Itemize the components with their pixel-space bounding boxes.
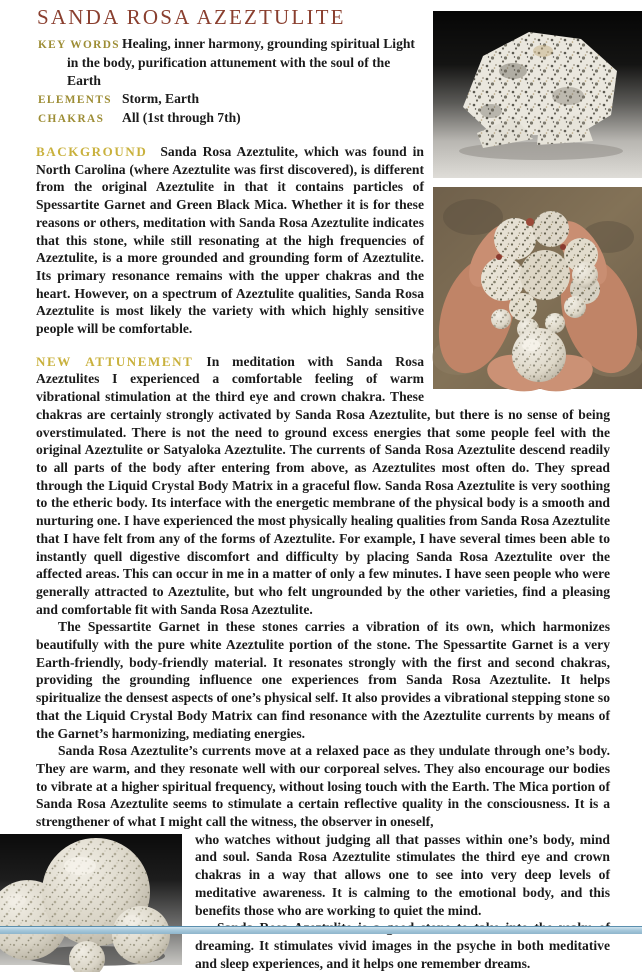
key-words-label: KEY WORDS (38, 39, 120, 52)
chakras-label: CHAKRAS (38, 113, 105, 126)
new-attunement-paragraph-4: dreaming. It stimulates vivid images in the psyche in both meditative and sleep experiences, and it helps one remember dreams. (195, 937, 610, 971)
book-page (0, 5, 642, 971)
rock-specimen-photo (433, 11, 642, 178)
bottom-block (0, 831, 610, 972)
spheres-photo (0, 834, 182, 965)
background-heading: BACKGROUND (36, 144, 148, 160)
elements-value: Storm, Earth (122, 91, 200, 107)
page-title: SANDA ROSA AZEZTULITE (37, 5, 346, 29)
photo-column (433, 11, 642, 389)
elements-label: ELEMENTS (38, 94, 112, 107)
new-attunement-heading: NEW ATTUNEMENT (36, 353, 194, 369)
new-attunement-text-1: In meditation with Sanda Rosa Azeztulites I experienced a comfortable feeling of warm vibrational stimulation at the third eye and crown chakra. These chakras are certainly strongly activated by Sanda Rosa Azeztulite, but there is no sense of being overstimulated. There is not the need to ground excess energies that some people feel with the original Azeztulite or Satyaloka Azeztulite. The currents of Sanda Rosa Azeztulite descend readily to all parts of the body after entering from above, as Azeztulites most often do. They spread through the Liquid Crystal Body Matrix in a graceful flow. Sanda Rosa Azeztulite is very soothing to the etheric body. Its interface with the energetic membrane of the physical body is a smooth and nurturing one. I have experienced the most physically healing qualities from Sanda Rosa Azeztulite that I have felt from any of the forms of Azeztulite. For example, I have several times been able to instantly quell digestive discomfort and difficulty by placing Sanda Rosa Azeztulite over the affected areas. This can occur in me in a matter of only a few minutes. I have seen people who were generally attracted to Azeztulite, but who felt ungrounded by the other varieties, find a pleasing and comfortable fit with Sanda Rosa Azeztulite. (36, 353, 610, 617)
new-attunement-paragraph-1 (36, 353, 610, 619)
key-words-value: Healing, inner harmony, grounding spiritual Light in the body, purification attunement with the soul of the Earth (67, 36, 415, 89)
background-text: Sanda Rosa Azeztulite, which was found in North Carolina (where Azeztulite was first discovered), is different from the original Azeztulite in that it contains particles of Spessartite Garnet and Green Black Mica. Whether it is for these reasons or others, meditation with Sanda Rosa Azeztulite indicates that this stone, while still resonating at the high frequencies of Azeztulite, is a more grounded and grounding form of Azeztulite. Its primary resonance remains with the upper chakras and the heart. However, on a spectrum of Azeztulite qualities, Sanda Rosa Azeztulite is most likely the variety with which highly sensitive people will be comfortable. (36, 144, 424, 337)
new-attunement-paragraph-3-continued: who watches without judging all that passes within one’s body, mind and soul. Sanda Rosa Azeztulite stimulates the third eye and crown chakras in a way that allows one to see into very deep levels of meditative awareness. It is calming to the emotional body, and this benefits those who are working to quiet the mind. (195, 831, 610, 918)
page-edge-strip (0, 926, 642, 934)
new-attunement-paragraph-2: The Spessartite Garnet in these stones carries a vibration of its own, which harmonizes beautifully with the pure white Azeztulite portion of the stone. The Spessartite Garnet is a very Earth-friendly, body-friendly material. It resonates strongly with the first and second chakras, providing the grounding influence one experiences from Sanda Rosa Azeztulite. It helps spiritualize the densest aspects of one’s physical self. It also provides a vibrational stepping stone so that the Liquid Crystal Body Matrix can find resonance with the Azeztulite currents by means of the Garnet’s harmonizing, mediating energies. (36, 619, 610, 741)
new-attunement-paragraph-3: Sanda Rosa Azeztulite’s currents move at a relaxed pace as they undulate through one’s body. They are warm, and they resonate well with our corporeal selves. They also encourage our bodies to vibrate at a higher spiritual frequency, without losing touch with the Earth. The Mica portion of Sanda Rosa Azeztulite seems to stimulate a certain reflective quality in the consciousness. It is a strengthener of what I might call the witness, the observer in oneself, (36, 743, 610, 830)
chakras-value: All (1st through 7th) (122, 110, 241, 126)
hands-holding-stones-photo (433, 187, 642, 389)
